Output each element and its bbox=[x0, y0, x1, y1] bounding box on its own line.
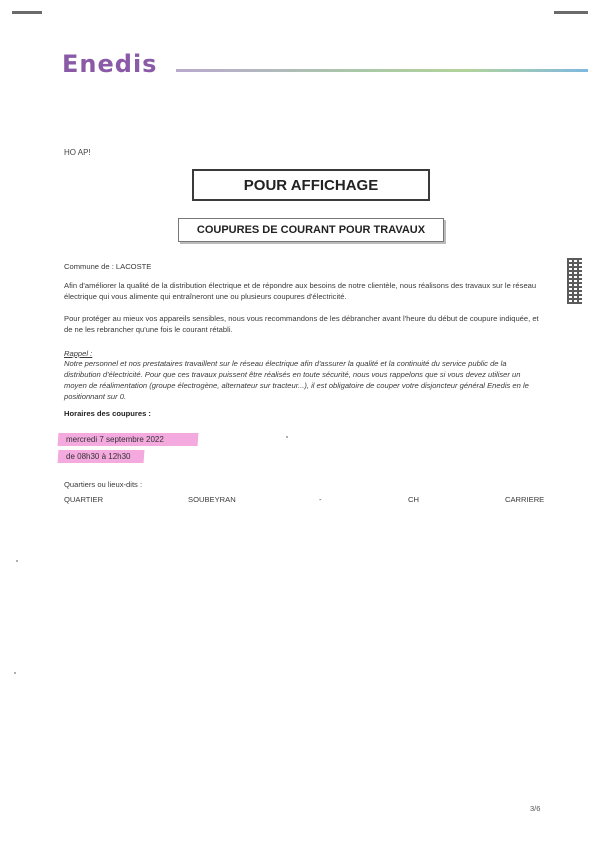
page-subtitle: COUPURES DE COURANT POUR TRAVAUX bbox=[196, 224, 426, 236]
page-number: 3/6 bbox=[530, 804, 541, 813]
scan-corner-mark-right bbox=[554, 11, 588, 14]
subtitle-box bbox=[178, 218, 444, 242]
commune-line: Commune de : LACOSTE bbox=[64, 262, 152, 271]
rappel-paragraph: Notre personnel et nos prestataires travaillent sur le réseau électrique afin d'assurer la qualité et la continuité du service public de la distribution d'électricité. Pour que ces travaux puissent être réalisés en toute sécurité, nous vous rappelons que si vous devez utiliser un moyen de réalimentation (groupe électrogène, alternateur sur tracteur...), il est obligatoire de couper votre disjoncteur général Enedis en le positionnant sur 0. bbox=[64, 359, 529, 401]
quartiers-label: Quartiers ou lieux-dits : bbox=[64, 480, 143, 489]
scan-speck bbox=[14, 672, 16, 674]
scan-speck bbox=[16, 560, 18, 562]
enedis-logo: Enedis bbox=[62, 50, 158, 78]
title-box bbox=[192, 169, 430, 201]
quartier-col-2: SOUBEYRAN bbox=[188, 495, 236, 504]
schedule-date: mercredi 7 septembre 2022 bbox=[66, 435, 164, 444]
rappel-heading: Rappel : bbox=[64, 349, 93, 358]
logo-divider-rule bbox=[176, 69, 588, 72]
intro-paragraph: Afin d'améliorer la qualité de la distribution électrique et de répondre aux besoins de notre clientèle, nous réalisons des travaux sur le réseau électrique qui vous alimente qui entraîneront une ou plusieurs coupures d'électricité. bbox=[64, 281, 537, 301]
quartier-col-1: QUARTIER bbox=[64, 495, 104, 504]
horaires-heading: Horaires des coupures : bbox=[64, 409, 151, 418]
quartier-col-5: CARRIERE bbox=[505, 495, 545, 504]
scan-corner-mark-left bbox=[12, 11, 42, 14]
reference-code: HO AP! bbox=[64, 148, 91, 157]
schedule-time: de 08h30 à 12h30 bbox=[66, 452, 131, 461]
scan-speck bbox=[286, 436, 288, 438]
recommendation-paragraph: Pour protéger au mieux vos appareils sensibles, nous vous recommandons de les débrancher avant l'heure du début de coupure indiquée, et de ne les rebrancher qu'une fois le courant rétabli. bbox=[64, 314, 539, 334]
qr-code-icon bbox=[567, 258, 582, 304]
quartier-col-4: CH bbox=[408, 495, 419, 504]
page-title: POUR AFFICHAGE bbox=[243, 176, 379, 194]
quartier-col-3: - bbox=[319, 495, 322, 504]
